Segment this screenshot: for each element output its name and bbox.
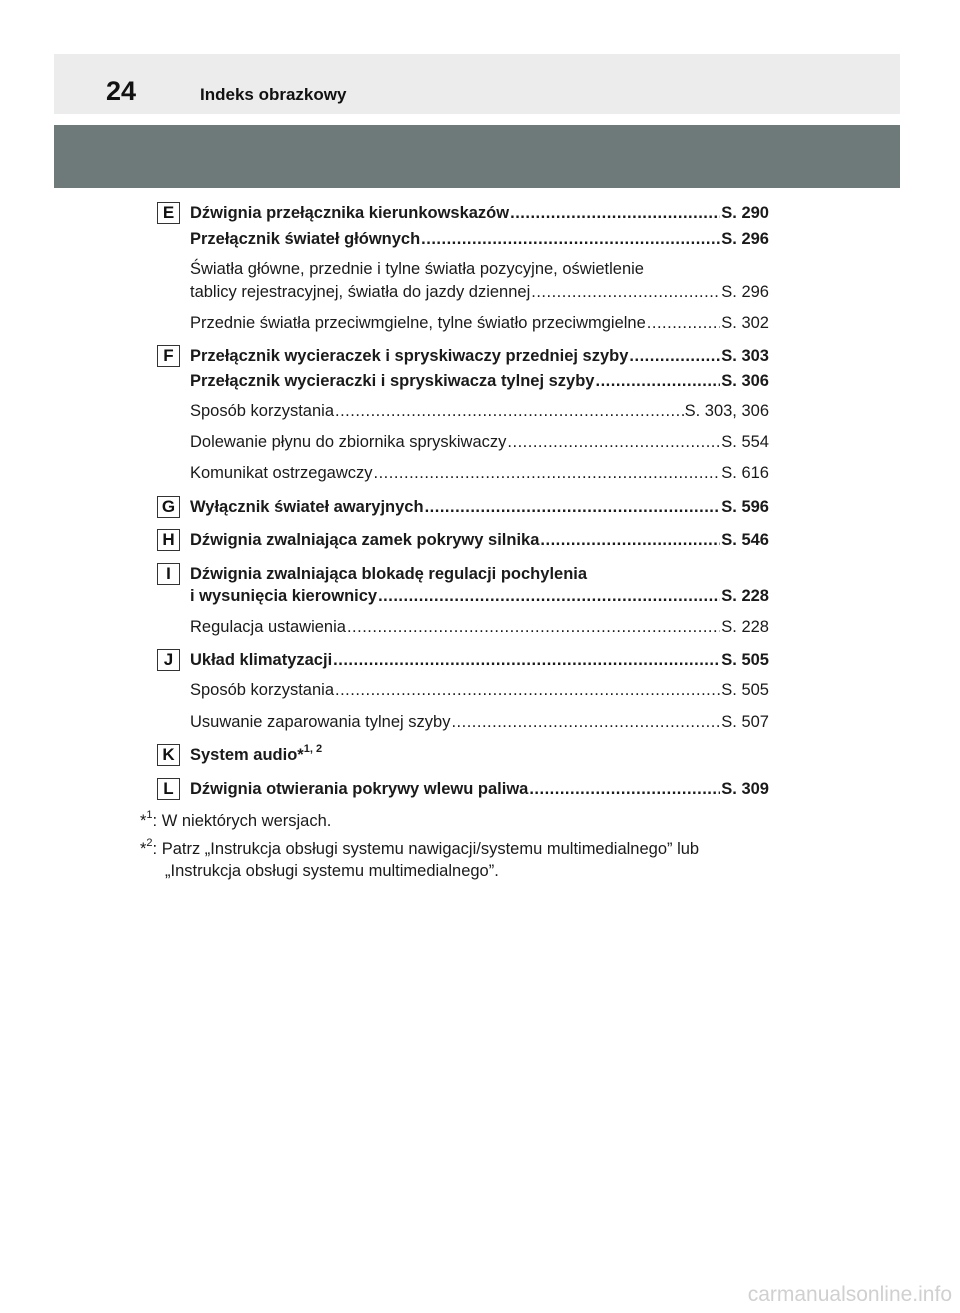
entry-page: S. 505 bbox=[721, 651, 769, 669]
entry-label: Dźwignia przełącznika kierunkowskazów bbox=[190, 204, 510, 222]
dot-leader bbox=[333, 649, 720, 671]
entry-label: i wysunięcia kierownicy bbox=[190, 587, 378, 605]
footnote-text: : W niektórych wersjach. bbox=[152, 812, 332, 830]
index-subentry bbox=[190, 679, 769, 701]
footnote-mark: * bbox=[140, 812, 147, 830]
index-entry bbox=[190, 778, 769, 800]
entry-label: Sposób korzystania bbox=[190, 402, 334, 420]
index-subentry bbox=[190, 312, 769, 334]
dot-leader bbox=[529, 778, 720, 800]
entry-page: S. 546 bbox=[721, 531, 769, 549]
entry-label: Dźwignia zwalniająca blokadę regulacji pochylenia bbox=[190, 565, 588, 583]
index-entry bbox=[190, 202, 769, 224]
entry-label: Dźwignia otwierania pokrywy wlewu paliwa bbox=[190, 780, 529, 798]
entry-label: tablicy rejestracyjnej, światła do jazdy dziennej bbox=[190, 283, 531, 301]
index-entry bbox=[190, 345, 769, 367]
index-entry bbox=[190, 585, 769, 607]
entry-page: S. 505 bbox=[721, 681, 769, 699]
footnote-1 bbox=[140, 810, 331, 832]
entry-label: Sposób korzystania bbox=[190, 681, 334, 699]
footnote-mark: * bbox=[140, 840, 147, 858]
dot-leader bbox=[531, 281, 720, 303]
index-subentry bbox=[190, 431, 769, 453]
index-subentry bbox=[190, 400, 769, 422]
dot-leader bbox=[425, 496, 721, 518]
entry-label: Komunikat ostrzegawczy bbox=[190, 464, 373, 482]
section-letter-e: E bbox=[157, 202, 180, 224]
entry-label: Układ klimatyzacji bbox=[190, 651, 333, 669]
entry-page: S. 596 bbox=[721, 498, 769, 516]
index-entry bbox=[190, 649, 769, 671]
entry-page: S. 306 bbox=[721, 372, 769, 390]
section-letter-j: J bbox=[157, 649, 180, 671]
index-subentry bbox=[190, 711, 769, 733]
dot-leader bbox=[595, 370, 720, 392]
entry-label: Przednie światła przeciwmgielne, tylne światło przeciwmgielne bbox=[190, 314, 646, 332]
dot-leader bbox=[647, 312, 721, 334]
section-letter-h: H bbox=[157, 529, 180, 551]
dot-leader bbox=[335, 679, 720, 701]
footnote-2-continued: „Instrukcja obsługi systemu multimedialnego”. bbox=[165, 862, 499, 880]
dot-leader bbox=[347, 616, 720, 638]
dot-leader bbox=[510, 202, 720, 224]
entry-label bbox=[190, 744, 322, 766]
entry-page: S. 290 bbox=[721, 204, 769, 222]
entry-label: Usuwanie zaparowania tylnej szyby bbox=[190, 713, 451, 731]
entry-page: S. 296 bbox=[721, 230, 769, 248]
index-entry bbox=[190, 496, 769, 518]
entry-page: S. 303 bbox=[721, 347, 769, 365]
entry-page: S. 228 bbox=[721, 618, 769, 636]
page-number: 24 bbox=[106, 76, 137, 106]
dot-leader bbox=[335, 400, 684, 422]
index-entry bbox=[190, 370, 769, 392]
entry-label: Dźwignia zwalniająca zamek pokrywy silnika bbox=[190, 531, 540, 549]
entry-page: S. 616 bbox=[721, 464, 769, 482]
index-entry bbox=[190, 529, 769, 551]
footnote-number: 2 bbox=[146, 836, 153, 849]
index-subentry bbox=[190, 281, 769, 303]
entry-page: S. 302 bbox=[721, 314, 769, 332]
entry-label-text: System audio* bbox=[190, 746, 304, 764]
dot-leader bbox=[374, 462, 721, 484]
entry-label: Przełącznik wycieraczki i spryskiwacza tylnej szyby bbox=[190, 372, 595, 390]
index-subentry bbox=[190, 616, 769, 638]
entry-label: Dolewanie płynu do zbiornika spryskiwaczy bbox=[190, 433, 507, 451]
entry-label: Regulacja ustawienia bbox=[190, 618, 346, 636]
footnote-text: : Patrz „Instrukcja obsługi systemu nawigacji/systemu multimedialnego” lub bbox=[152, 840, 700, 858]
dot-leader bbox=[629, 345, 720, 367]
dot-leader bbox=[507, 431, 720, 453]
index-entry bbox=[190, 228, 769, 250]
entry-page: S. 296 bbox=[721, 283, 769, 301]
watermark-link[interactable]: carmanualsonline.info bbox=[747, 1283, 952, 1306]
section-letter-g: G bbox=[157, 496, 180, 518]
section-letter-k: K bbox=[157, 744, 180, 766]
entry-label: Światła główne, przednie i tylne światła pozycyjne, oświetlenie bbox=[190, 260, 644, 278]
entry-page: S. 554 bbox=[721, 433, 769, 451]
section-letter-l: L bbox=[157, 778, 180, 800]
footnote-ref: 1, 2 bbox=[303, 742, 323, 755]
entry-page: S. 228 bbox=[721, 587, 769, 605]
entry-label: Wyłącznik świateł awaryjnych bbox=[190, 498, 424, 516]
dot-leader bbox=[378, 585, 720, 607]
entry-page: S. 303, 306 bbox=[684, 402, 769, 420]
footnote-2 bbox=[140, 838, 699, 860]
index-subentry bbox=[190, 462, 769, 484]
entry-label: Przełącznik wycieraczek i spryskiwaczy przedniej szyby bbox=[190, 347, 629, 365]
section-title: Indeks obrazkowy bbox=[200, 85, 347, 104]
entry-page: S. 309 bbox=[721, 780, 769, 798]
entry-page: S. 507 bbox=[721, 713, 769, 731]
dot-leader bbox=[421, 228, 720, 250]
dot-leader bbox=[540, 529, 720, 551]
section-letter-i: I bbox=[157, 563, 180, 585]
section-letter-f: F bbox=[157, 345, 180, 367]
dot-leader bbox=[451, 711, 720, 733]
entry-label: Przełącznik świateł głównych bbox=[190, 230, 421, 248]
footnote-number: 1 bbox=[146, 808, 153, 821]
